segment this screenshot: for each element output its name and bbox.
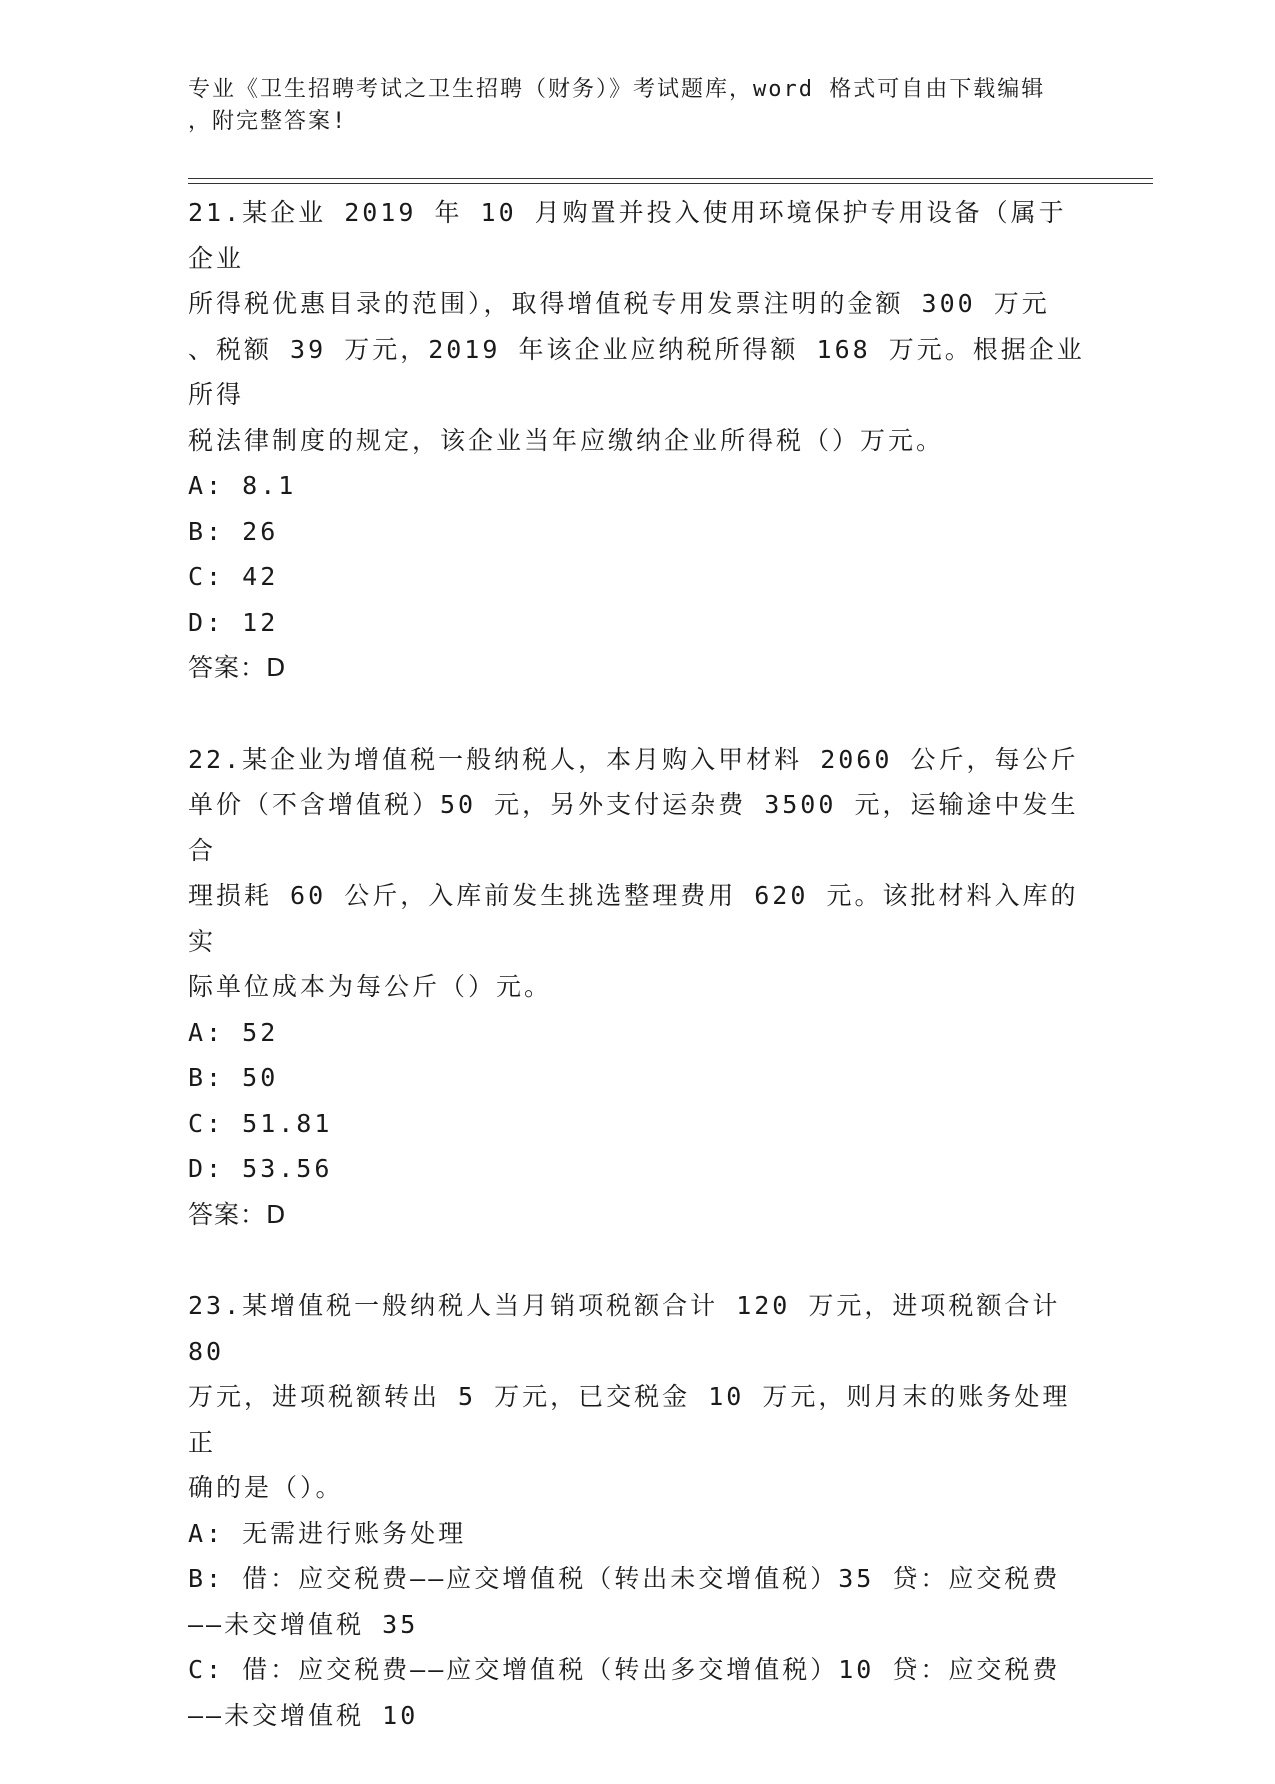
question-21 [188, 190, 1088, 691]
question-text: 23.某增值税一般纳税人当月销项税额合计 120 万元，进项税额合计 80 万元，进项税额转出 5 万元，已交税金 10 万元，则月末的账务处理正 确的是（）。 [188, 1291, 1071, 1502]
question-list [188, 190, 1088, 1784]
option-b: B: 50 [188, 1063, 279, 1092]
header-line-2: ，附完整答案! [188, 109, 348, 134]
answer-label: 答案：D [188, 653, 287, 682]
option-d: D: 53.56 [188, 1154, 333, 1183]
option-c: C: 42 [188, 562, 279, 591]
header-divider-bottom [188, 183, 1153, 184]
option-a: A: 无需进行账务处理 [188, 1518, 467, 1548]
option-d: D: 12 [188, 607, 279, 637]
option-b: B: 借：应交税费——应交增值税（转出未交增值税）35 贷：应交税费 ——未交增值税 35 [188, 1564, 1061, 1639]
question-text: 22.某企业为增值税一般纳税人，本月购入甲材料 2060 公斤，每公斤 单价（不含增值税）50 元，另外支付运杂费 3500 元，运输途中发生合 理损耗 60 公斤，入库前发生挑选整理费用 620 元。该批材料入库的实 际单位成本为每公斤（）元。 [188, 744, 1079, 1001]
option-c: C: 51.81 [188, 1108, 333, 1138]
question-23 [188, 1283, 1088, 1738]
answer-label: 答案：D [188, 1199, 287, 1229]
question-22 [188, 737, 1088, 1238]
header-divider-top [188, 178, 1153, 179]
question-text: 21.某企业 2019 年 10 月购置并投入使用环境保护专用设备（属于企业 所得税优惠目录的范围），取得增值税专用发票注明的金额 300 万元 、税额 39 万元，2019 年该企业应纳税所得额 168 万元。根据企业所得 税法律制度的规定，该企业当年应缴纳企业所得税（）万元。 [188, 198, 1085, 455]
option-c: C: 借：应交税费——应交增值税（转出多交增值税）10 贷：应交税费 ——未交增值税 10 [188, 1655, 1061, 1730]
document-header [188, 74, 1088, 138]
header-line-1: 专业《卫生招聘考试之卫生招聘（财务）》考试题库，word 格式可自由下载编辑 [188, 77, 1046, 102]
option-b: B: 26 [188, 516, 279, 546]
option-a: A: 8.1 [188, 471, 297, 500]
option-a: A: 52 [188, 1017, 279, 1047]
